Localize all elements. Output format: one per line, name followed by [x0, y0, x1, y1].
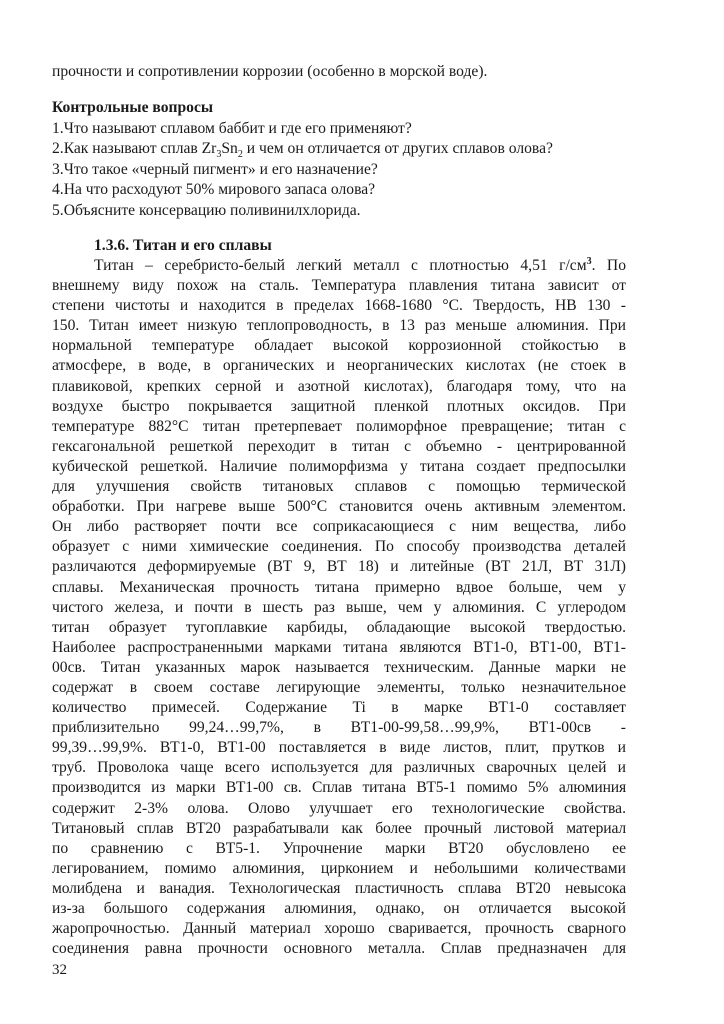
body-line: нормальной температуре обладает высокой коррозионной стойкостью в	[52, 337, 626, 355]
question-item: 4.На что расходуют 50% мирового запаса олова?	[52, 181, 376, 199]
body-line: легированием, помимо алюминия, цирконием и небольшими количествами	[52, 859, 626, 877]
body-line: из-за большого содержания алюминия, однако, он отличается высокой	[52, 900, 626, 917]
body-line: степени чистоты и находится в пределах 1668-1680 °С. Твердость, НВ 130 -	[52, 297, 626, 315]
body-line: титан образует тугоплавкие карбиды, обладающие высокой твердостью.	[52, 618, 626, 636]
body-line: плавиковой, крепких серной и азотной кислотах), благодаря тому, что на	[52, 377, 626, 395]
body-line: кубической решеткой. Наличие полиморфизма у титана создает предпосылки	[52, 457, 626, 475]
body-line: гексагональной решеткой переходит в титан с объемно - центрированной	[52, 437, 626, 455]
body-line: содержат в своем составе легирующие элементы, только незначительное	[52, 678, 626, 696]
question-item: 3.Что такое «черный пигмент» и его назначение?	[52, 160, 378, 178]
intro-line: прочности и сопротивлении коррозии (особенно в морской воде).	[52, 63, 488, 80]
questions-title: Контрольные вопросы	[52, 99, 214, 116]
body-line: Он либо растворяет почти все соприкасающиеся с ним вещества, либо	[52, 518, 626, 536]
body-line: чистого железа, и почти в шесть раз выше, чем у алюминия. С углеродом	[52, 598, 626, 616]
body-line: образует с ними химические соединения. По способу производства деталей	[52, 538, 626, 556]
body-line: атмосфере, в воде, в органических и неорганических кислотах (не стоек в	[52, 357, 626, 375]
question-item: 1.Что называют сплавом баббит и где его применяют?	[52, 119, 412, 137]
body-line: молибдена и ванадия. Технологическая пластичность сплава ВТ20 невысока	[52, 879, 626, 897]
body-line: воздухе быстро покрывается защитной пленкой плотных оксидов. При	[52, 397, 626, 415]
section-title: 1.3.6. Титан и его сплавы	[94, 237, 272, 254]
body-line: по сравнению с ВТ5-1. Упрочнение марки ВТ20 обусловлено ее	[52, 839, 626, 857]
body-line: внешнему виду похож на сталь. Температура плавления титана зависит от	[52, 277, 626, 295]
body-line: 99,39…99,9%. ВТ1-0, ВТ1-00 поставляется в виде листов, плит, прутков и	[52, 739, 626, 757]
body-line: соединения равна прочности основного металла. Сплав предназначен для	[52, 940, 626, 958]
body-line: количество примесей. Содержание Ti в марке ВТ1-0 составляет	[52, 699, 626, 717]
question-item: 2.Как называют сплав $Zr_3Sn_2$ и чем он отличается от других сплавов олова?	[52, 140, 553, 161]
body-line: производится из марки ВТ1-00 св. Сплав титана ВТ5-1 помимо 5% алюминия	[52, 779, 626, 797]
question-item: 5.Объясните консервацию поливинилхлорида.	[52, 201, 361, 219]
body-line: для улучшения свойств титановых сплавов с помощью термической	[52, 478, 626, 496]
body-line: Титановый сплав ВТ20 разрабатывали как более прочный листовой материал	[52, 819, 626, 837]
section-body	[52, 256, 626, 959]
body-line: труб. Проволока чаще всего используется для различных сварочных целей и	[52, 759, 626, 777]
body-line: 00св. Титан указанных марок называется техническим. Данные марки не	[52, 658, 626, 676]
body-line: Наиболее распространенными марками титана являются ВТ1-0, ВТ1-00, ВТ1-	[52, 638, 626, 656]
page-number: 32	[52, 962, 67, 978]
body-line: приблизительно 99,24…99,7%, в ВТ1-00-99,58…99,9%, ВТ1-00св -	[52, 719, 626, 737]
body-line: различаются деформируемые (ВТ 9, ВТ 18) и литейные (ВТ 21Л, ВТ 31Л)	[52, 558, 626, 576]
body-line: Титан – серебристо-белый легкий металл с плотностью 4,51 $г/см^3$. По	[94, 256, 626, 274]
body-line: температуре 882°С титан претерпевает полиморфное превращение; титан с	[52, 417, 626, 435]
body-line: содержит 2-3% олова. Олово улучшает его технологические свойства.	[52, 799, 626, 817]
body-line: сплавы. Механическая прочность титана примерно вдвое больше, чем у	[52, 578, 626, 596]
body-line: 150. Титан имеет низкую теплопроводность, в 13 раз меньше алюминия. При	[52, 317, 626, 335]
body-line: обработки. При нагреве выше 500°С становится очень активным элементом.	[52, 498, 626, 516]
control-questions	[52, 98, 652, 222]
body-line: жаропрочностью. Данный материал хорошо сваривается, прочность сварного	[52, 920, 626, 938]
